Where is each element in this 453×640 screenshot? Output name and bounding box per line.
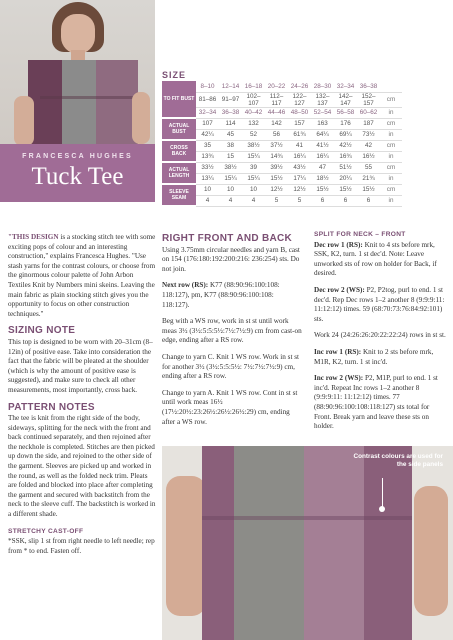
size-cell: 81–86 [196, 92, 219, 107]
size-unit: in [380, 107, 402, 118]
size-unit [380, 81, 402, 92]
size-cell: 10 [219, 184, 242, 195]
column-right [314, 228, 448, 439]
size-cell: 12–14 [219, 81, 242, 92]
size-cell: 15¼ [242, 151, 265, 162]
size-unit: in [380, 173, 402, 184]
callout-line [382, 478, 383, 508]
size-cell: 6 [311, 195, 334, 206]
split-neck-heading: SPLIT FOR NECK – FRONT [314, 231, 406, 238]
size-unit: cm [380, 184, 402, 195]
size-unit: cm [380, 92, 402, 107]
size-cell: 38½ [219, 162, 242, 173]
size-cell: 52 [242, 129, 265, 140]
size-cell: 47 [311, 162, 334, 173]
size-cell: 35 [196, 140, 219, 151]
title-block [0, 144, 155, 202]
size-cell: 28–30 [311, 81, 334, 92]
size-cell: 61¾ [288, 129, 311, 140]
intro-paragraph [8, 233, 156, 319]
size-cell: 14¾ [265, 151, 288, 162]
size-cell: 114 [219, 118, 242, 129]
size-cell: 107 [196, 118, 219, 129]
size-table [162, 81, 402, 207]
size-cell: 12½ [288, 184, 311, 195]
size-cell: 73½ [357, 129, 380, 140]
size-unit: in [380, 129, 402, 140]
size-cell: 44–46 [265, 107, 288, 118]
size-cell: 32–34 [334, 81, 357, 92]
size-heading: SIZE [162, 70, 187, 80]
size-cell: 6 [357, 195, 380, 206]
size-cell: 36–38 [357, 81, 380, 92]
size-cell: 15¼ [219, 173, 242, 184]
size-cell: 15 [219, 151, 242, 162]
size-cell: 56 [265, 129, 288, 140]
size-cell: 142–147 [334, 92, 357, 107]
size-row [162, 151, 402, 162]
intro-text: is a stocking stitch tee with some exciting pops of colour and an interesting construction," explains Francesca Hughes. "Use stash yarns for the contrast colours, or choose from the ginormous colour palette of John Arbon Textiles Knit by Numbers mini skeins. Leaving the main fabric as plain stocking stitch gives you the opportunity to focus on other construction techniques." [8, 233, 156, 318]
size-cell: 16½ [357, 151, 380, 162]
right-front-back-heading: RIGHT FRONT AND BACK [162, 233, 293, 244]
size-cell: 8–10 [196, 81, 219, 92]
size-cell: 18½ [311, 173, 334, 184]
size-cell: 5 [265, 195, 288, 206]
size-cell: 24–26 [288, 81, 311, 92]
size-cell: 142 [265, 118, 288, 129]
size-cell: 176 [334, 118, 357, 129]
size-cell: 15½ [311, 184, 334, 195]
size-cell: 51½ [334, 162, 357, 173]
size-cell: 41 [288, 140, 311, 151]
size-cell: 43½ [288, 162, 311, 173]
size-cell: 15½ [265, 173, 288, 184]
size-cell: 132–137 [311, 92, 334, 107]
pattern-notes-heading: PATTERN NOTES [8, 401, 95, 413]
size-cell: 17¼ [288, 173, 311, 184]
size-cell: 15½ [357, 184, 380, 195]
size-row [162, 118, 402, 129]
size-unit: cm [380, 162, 402, 173]
size-cell: 20¼ [334, 173, 357, 184]
size-cell: 42¼ [196, 129, 219, 140]
split-para-2: Dec row 2 (WS): P2, P2tog, purl to end. 1 st dec'd. Rep Dec rows 1–2 another 8 (9:9:9:11: 11:12:12) times. 59 (68:70:73:76:84:92:101) sts. [314, 285, 445, 323]
size-cell: 152–157 [357, 92, 380, 107]
size-cell: 15¼ [242, 173, 265, 184]
intro-lead: "THIS DESIGN [8, 233, 59, 241]
column-middle [162, 228, 302, 434]
split-para-1: Dec row 1 (RS): Knit to 4 sts before mrk, SSK, K2, turn. 1 st dec'd. Note: Leave unworked sts of row on holder for Back, if desired. [314, 240, 437, 278]
size-cell: 4 [196, 195, 219, 206]
size-row-label: ACTUAL LENGTH [162, 162, 196, 184]
rfb-para-3: Beg with a WS row, work in st st until work meas 3½ (3½:5:5:5½:7½:7½:9) cm from cast-on edge, ending after a RS row. [162, 317, 302, 345]
size-cell: 38½ [242, 140, 265, 151]
stretchy-cast-off-heading: STRETCHY CAST-OFF [8, 527, 84, 535]
size-cell: 10 [242, 184, 265, 195]
size-cell: 21¾ [357, 173, 380, 184]
size-row-label: TO FIT BUST [162, 81, 196, 118]
size-row [162, 107, 402, 118]
size-cell: 55 [357, 162, 380, 173]
size-row-label: SLEEVE SEAM [162, 184, 196, 206]
size-row [162, 184, 402, 195]
designer-name: FRANCESCA HUGHES [22, 153, 133, 160]
detail-photo [162, 446, 453, 640]
rfb-para-4: Change to yarn C. Knit 1 WS row. Work in st st for another 3½ (3½:5:5:5½: 7½:7½:7½:9) cm, ending after a RS row. [162, 352, 300, 381]
size-cell: 13¾ [196, 151, 219, 162]
size-unit: in [380, 195, 402, 206]
size-cell: 6 [334, 195, 357, 206]
size-cell: 10 [196, 184, 219, 195]
model-photo [0, 0, 155, 144]
size-cell: 33½ [196, 162, 219, 173]
sizing-note-text: This top is designed to be worn with 20–31cm (8–12in) of positive ease. Take into consideration the fact that the fabric will be pleated at the shoulder (which is why the amount of positive ease is suggested), and make sure to check all other measurements, most importantly, cross back. [8, 337, 153, 394]
size-cell: 64¼ [311, 129, 334, 140]
size-row [162, 162, 402, 173]
size-unit: cm [380, 118, 402, 129]
size-cell: 122–127 [288, 92, 311, 107]
size-cell: 5 [288, 195, 311, 206]
size-cell: 36–38 [219, 107, 242, 118]
size-row [162, 129, 402, 140]
size-cell: 16¼ [311, 151, 334, 162]
photo-callout: Contrast colours are used for the side panels [353, 453, 443, 468]
size-cell: 39 [242, 162, 265, 173]
size-cell: 163 [311, 118, 334, 129]
sizing-note-heading: SIZING NOTE [8, 325, 76, 337]
size-cell: 52–54 [311, 107, 334, 118]
size-row [162, 173, 402, 184]
size-cell: 45 [219, 129, 242, 140]
size-cell: 15½ [334, 184, 357, 195]
size-row-label: CROSS BACK [162, 140, 196, 162]
size-cell: 32–34 [196, 107, 219, 118]
size-cell: 38 [219, 140, 242, 151]
size-row [162, 140, 402, 151]
size-cell: 102–107 [242, 92, 265, 107]
size-cell: 37½ [265, 140, 288, 151]
callout-dot [379, 506, 385, 512]
size-cell: 60–62 [357, 107, 380, 118]
size-cell: 48–50 [288, 107, 311, 118]
size-row [162, 195, 402, 206]
size-row [162, 81, 402, 92]
size-cell: 112–117 [265, 92, 288, 107]
size-cell: 187 [357, 118, 380, 129]
split-para-5: Inc row 2 (WS): P2, M1P, purl to end. 1 st inc'd. Repeat Inc rows 1–2 another 8 (9:9:9:11: 11:12:12) times. 77 (88:90:96:100:108:118:127) sts total for Front. Break yarn and leave these sts on holder. [314, 374, 438, 431]
size-cell: 42½ [334, 140, 357, 151]
column-left [8, 233, 156, 563]
rfb-para-5: Change to yarn A. Knit 1 WS row. Cont in st st until work meas 16½ (17½:20½:23:26½:26½:26½:29) cm, ending after a WS row. [162, 388, 298, 426]
size-cell: 132 [242, 118, 265, 129]
size-cell: 16¼ [288, 151, 311, 162]
split-para-3: Work 24 (24:26:26:20:22:22:24) rows in st st. [314, 331, 446, 340]
size-unit: in [380, 151, 402, 162]
size-row [162, 92, 402, 107]
pattern-notes-text: The tee is knit from the right side of the body, sideways, splitting for the neck with the front and back continued separately, and then rejoined after the neckhole is completed. Stitches are then picked up down the side, and rejoined to the other side of the garment. Sleeves are picked up and worked in the round, as well as the folded neck trim. Pleats are folded and blocked into place after completing the garment and secured with backstitch from the neck to the sleeve cuff. The backstitch is worked in a different shade. [8, 414, 156, 519]
size-unit: cm [380, 140, 402, 151]
size-cell: 20–22 [265, 81, 288, 92]
stretchy-cast-off-text: *SSK, slip 1 st from right needle to left needle; rep from * to end. Fasten off. [8, 537, 155, 555]
size-cell: 91–97 [219, 92, 242, 107]
pattern-title: Tuck Tee [31, 163, 124, 190]
size-cell: 42 [357, 140, 380, 151]
size-cell: 4 [242, 195, 265, 206]
size-cell: 16–18 [242, 81, 265, 92]
rfb-para-1: Using 3.75mm circular needles and yarn B, cast on 154 (176:180:192:200:216: 236:254) sts. Do not join. [162, 245, 300, 273]
size-cell: 4 [219, 195, 242, 206]
size-cell: 157 [288, 118, 311, 129]
size-cell: 13¼ [196, 173, 219, 184]
size-cell: 16¾ [334, 151, 357, 162]
size-cell: 12½ [265, 184, 288, 195]
size-cell: 56–58 [334, 107, 357, 118]
rfb-next-row-label: Next row (RS): [162, 281, 209, 290]
size-cell: 40–42 [242, 107, 265, 118]
split-para-4: Inc row 1 (RS): Knit to 2 sts before mrk, M1R, K2, turn. 1 st inc'd. [314, 347, 434, 366]
size-row-label: ACTUAL BUST [162, 118, 196, 140]
size-cell: 69¼ [334, 129, 357, 140]
size-cell: 41½ [311, 140, 334, 151]
rfb-para-2: Next row (RS): K77 (88:90:96:100:108: 118:127), pm, K77 (88:90:96:100:108: 118:127). [162, 281, 280, 309]
size-cell: 39½ [265, 162, 288, 173]
